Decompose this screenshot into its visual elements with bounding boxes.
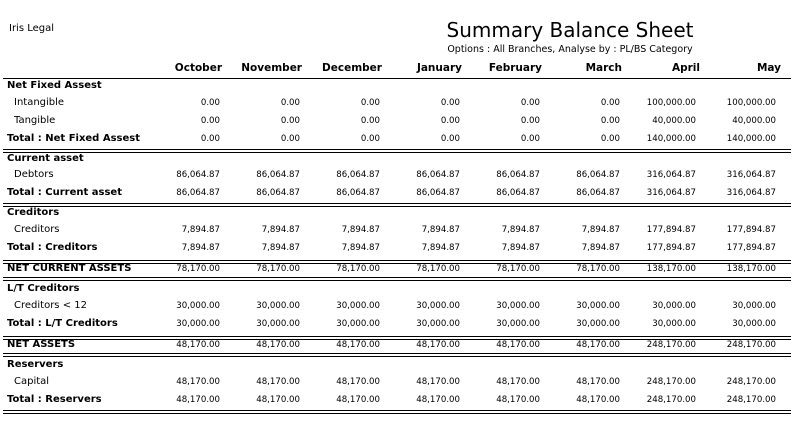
cell-value: 48,170.00 [176,377,220,387]
cell-value: 30,000.00 [496,319,540,329]
month-header: May [756,62,781,74]
cell-value: 0.00 [280,98,300,108]
cell-value: 48,170.00 [336,340,380,350]
cell-value: 100,000.00 [726,98,776,108]
cell-value: 48,170.00 [336,377,380,387]
row-label: NET ASSETS [7,339,76,350]
cell-value: 86,064.87 [496,188,540,198]
section-header-row [0,153,792,169]
cell-value: 86,064.87 [416,170,460,180]
report-options: Options : All Branches, Analyse by : PL/BS Category [447,44,693,55]
month-header: April [671,62,700,74]
cell-value: 0.00 [600,116,620,126]
row-label: Creditors [7,207,60,218]
cell-value: 7,894.87 [341,225,380,235]
table-row [0,376,792,392]
row-label: Creditors [14,224,60,235]
cell-value: 0.00 [440,98,460,108]
cell-value: 0.00 [600,134,620,144]
total-row [0,187,792,203]
cell-value: 48,170.00 [496,377,540,387]
cell-value: 316,064.87 [726,188,776,198]
row-label: Net Fixed Assest [7,80,102,91]
row-label: Total : Reservers [7,394,102,405]
cell-value: 7,894.87 [261,225,300,235]
cell-value: 177,894.87 [726,225,776,235]
month-header: November [241,62,302,74]
total-row [0,242,792,258]
row-label: Capital [14,376,50,387]
cell-value: 48,170.00 [576,377,620,387]
cell-value: 7,894.87 [581,243,620,253]
cell-value: 48,170.00 [576,395,620,405]
cell-value: 86,064.87 [256,188,300,198]
cell-value: 86,064.87 [336,170,380,180]
cell-value: 7,894.87 [421,243,460,253]
cell-value: 248,170.00 [726,377,776,387]
cell-value: 30,000.00 [176,301,220,311]
section-header-row [0,207,792,223]
cell-value: 48,170.00 [336,395,380,405]
cell-value: 248,170.00 [646,377,696,387]
cell-value: 48,170.00 [416,377,460,387]
cell-value: 30,000.00 [256,301,300,311]
cell-value: 0.00 [200,134,220,144]
cell-value: 30,000.00 [176,319,220,329]
month-header: February [488,62,542,74]
row-label: Total : Current asset [7,187,122,198]
cell-value: 0.00 [280,134,300,144]
cell-value: 30,000.00 [416,319,460,329]
cell-value: 7,894.87 [181,225,220,235]
month-header: January [416,62,462,74]
cell-value: 78,170.00 [176,264,220,274]
cell-value: 48,170.00 [416,340,460,350]
cell-value: 7,894.87 [421,225,460,235]
cell-value: 40,000.00 [732,116,776,126]
row-label: Tangible [14,115,56,126]
cell-value: 7,894.87 [341,243,380,253]
double-rule [3,277,791,281]
cell-value: 0.00 [520,98,540,108]
cell-value: 0.00 [200,116,220,126]
month-header: March [585,62,622,74]
cell-value: 0.00 [440,116,460,126]
cell-value: 40,000.00 [652,116,696,126]
cell-value: 7,894.87 [581,225,620,235]
total-row [0,394,792,410]
month-header: October [174,62,222,74]
cell-value: 86,064.87 [176,170,220,180]
cell-value: 78,170.00 [336,264,380,274]
row-label: L/T Creditors [7,283,80,294]
cell-value: 48,170.00 [256,395,300,405]
cell-value: 86,064.87 [576,188,620,198]
cell-value: 316,064.87 [726,170,776,180]
cell-value: 138,170.00 [646,264,696,274]
cell-value: 177,894.87 [646,243,696,253]
cell-value: 30,000.00 [336,319,380,329]
cell-value: 86,064.87 [416,188,460,198]
cell-value: 78,170.00 [416,264,460,274]
row-label: Current asset [7,153,84,164]
cell-value: 30,000.00 [416,301,460,311]
table-row [0,300,792,316]
cell-value: 30,000.00 [652,301,696,311]
cell-value: 78,170.00 [496,264,540,274]
cell-value: 48,170.00 [176,340,220,350]
cell-value: 86,064.87 [176,188,220,198]
cell-value: 177,894.87 [726,243,776,253]
cell-value: 48,170.00 [256,377,300,387]
cell-value: 140,000.00 [646,134,696,144]
cell-value: 86,064.87 [336,188,380,198]
cell-value: 7,894.87 [501,225,540,235]
row-label: Total : Creditors [7,242,98,253]
row-label: NET CURRENT ASSETS [7,263,132,274]
cell-value: 30,000.00 [496,301,540,311]
section-header-row [0,283,792,299]
double-rule [3,353,791,357]
cell-value: 7,894.87 [261,243,300,253]
table-row [0,97,792,113]
cell-value: 30,000.00 [732,301,776,311]
row-label: Debtors [14,169,54,180]
table-row [0,224,792,240]
cell-value: 48,170.00 [176,395,220,405]
cell-value: 30,000.00 [256,319,300,329]
row-label: Creditors < 12 [14,300,87,311]
cell-value: 0.00 [360,116,380,126]
row-label: Intangible [14,97,65,108]
row-label: Total : Net Fixed Assest [7,133,140,144]
cell-value: 0.00 [520,116,540,126]
cell-value: 248,170.00 [646,395,696,405]
cell-value: 48,170.00 [496,340,540,350]
cell-value: 0.00 [360,134,380,144]
cell-value: 86,064.87 [256,170,300,180]
cell-value: 100,000.00 [646,98,696,108]
cell-value: 248,170.00 [726,340,776,350]
cell-value: 30,000.00 [732,319,776,329]
cell-value: 177,894.87 [646,225,696,235]
total-row [0,318,792,334]
cell-value: 0.00 [440,134,460,144]
section-header-row [0,359,792,375]
table-row [0,169,792,185]
cell-value: 7,894.87 [501,243,540,253]
row-label: Total : L/T Creditors [7,318,118,329]
cell-value: 0.00 [600,98,620,108]
cell-value: 0.00 [360,98,380,108]
row-label: Reservers [7,359,64,370]
cell-value: 316,064.87 [646,170,696,180]
cell-value: 0.00 [520,134,540,144]
header-divider [3,78,791,79]
cell-value: 30,000.00 [576,319,620,329]
cell-value: 30,000.00 [336,301,380,311]
total-row [0,133,792,149]
cell-value: 7,894.87 [181,243,220,253]
cell-value: 48,170.00 [496,395,540,405]
company-name: Iris Legal [9,23,55,34]
cell-value: 78,170.00 [256,264,300,274]
table-row [0,115,792,131]
cell-value: 0.00 [200,98,220,108]
cell-value: 86,064.87 [496,170,540,180]
report-title: Summary Balance Sheet [446,18,694,42]
cell-value: 140,000.00 [726,134,776,144]
cell-value: 48,170.00 [256,340,300,350]
cell-value: 30,000.00 [576,301,620,311]
cell-value: 316,064.87 [646,188,696,198]
cell-value: 48,170.00 [576,340,620,350]
cell-value: 30,000.00 [652,319,696,329]
double-rule [3,410,791,414]
cell-value: 78,170.00 [576,264,620,274]
cell-value: 248,170.00 [646,340,696,350]
cell-value: 86,064.87 [576,170,620,180]
month-header: December [322,62,382,74]
section-header-row [0,80,792,96]
cell-value: 48,170.00 [416,395,460,405]
cell-value: 138,170.00 [726,264,776,274]
cell-value: 0.00 [280,116,300,126]
cell-value: 248,170.00 [726,395,776,405]
